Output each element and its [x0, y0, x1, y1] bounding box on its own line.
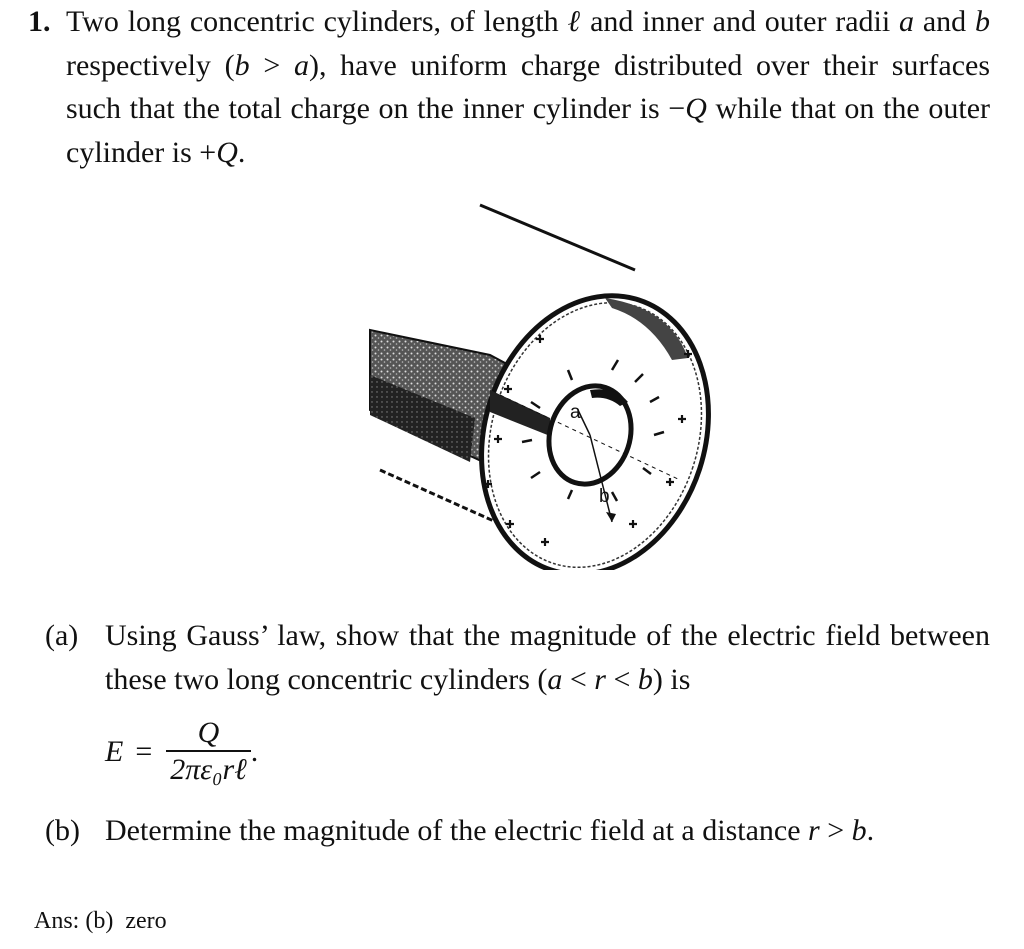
part-a-text [105, 614, 990, 702]
symbol-r: r [594, 663, 606, 696]
concentric-cylinders-figure [350, 190, 730, 570]
symbol-gt: > [819, 814, 852, 847]
symbol-a: a [899, 5, 915, 38]
text-seg: while that on the outer cylinder is + [66, 92, 990, 169]
cylinder-diagram [350, 190, 730, 570]
symbol-r: r [808, 814, 820, 847]
symbol-b: b [234, 48, 250, 82]
part-a [45, 614, 990, 702]
label-b: b [599, 486, 610, 507]
part-b [45, 809, 990, 853]
formula-denominator: 2πε₀rℓ [170, 752, 247, 786]
text-seg: Using Gauss’ law, show that the magnitude of the electric field between these two long concentric cylinders ( [105, 619, 990, 696]
text-seg: > [249, 48, 294, 82]
answer-line [34, 905, 167, 937]
symbol-lt: < [605, 663, 638, 696]
text-seg: . [237, 135, 246, 169]
symbol-lt: < [562, 663, 595, 696]
symbol-a: a [547, 663, 563, 696]
problem-number: 1. [28, 5, 51, 38]
text-seg: Determine the magnitude of the electric field at a distance [105, 814, 809, 847]
text-seg: ), have uniform charge distributed over their surfaces such that the total charge on the inner cylinder is − [66, 48, 991, 125]
symbol-a: a [293, 48, 309, 82]
symbol-length: ℓ [567, 5, 582, 38]
text-seg: respectively ( [66, 48, 235, 82]
part-a-label: (a) [45, 619, 79, 652]
text-seg: ) is [652, 663, 691, 696]
symbol-q: Q [216, 135, 238, 169]
part-b-text [105, 809, 990, 853]
label-a: a [570, 402, 581, 423]
symbol-q: Q [685, 92, 707, 125]
formula-fraction [166, 716, 250, 788]
part-b-label: (b) [45, 814, 80, 847]
problem-text [66, 0, 990, 174]
field-formula [105, 712, 258, 792]
symbol-b: b [851, 814, 867, 847]
answer-value: zero [125, 908, 167, 934]
outer-cylinder-top-edge [480, 205, 635, 270]
text-seg: . [866, 814, 875, 847]
formula-lhs: E [105, 735, 124, 768]
answer-label: Ans: (b) [34, 908, 114, 934]
formula-period: . [250, 735, 259, 768]
text-seg: and [914, 5, 975, 38]
formula-equals: = [135, 735, 153, 768]
problem-statement [28, 0, 990, 174]
formula-numerator: Q [197, 716, 220, 750]
text-seg: and inner and outer radii [581, 5, 900, 38]
symbol-b: b [637, 663, 653, 696]
text-seg: Two long concentric cylinders, of length [66, 5, 568, 38]
symbol-b: b [975, 5, 990, 38]
